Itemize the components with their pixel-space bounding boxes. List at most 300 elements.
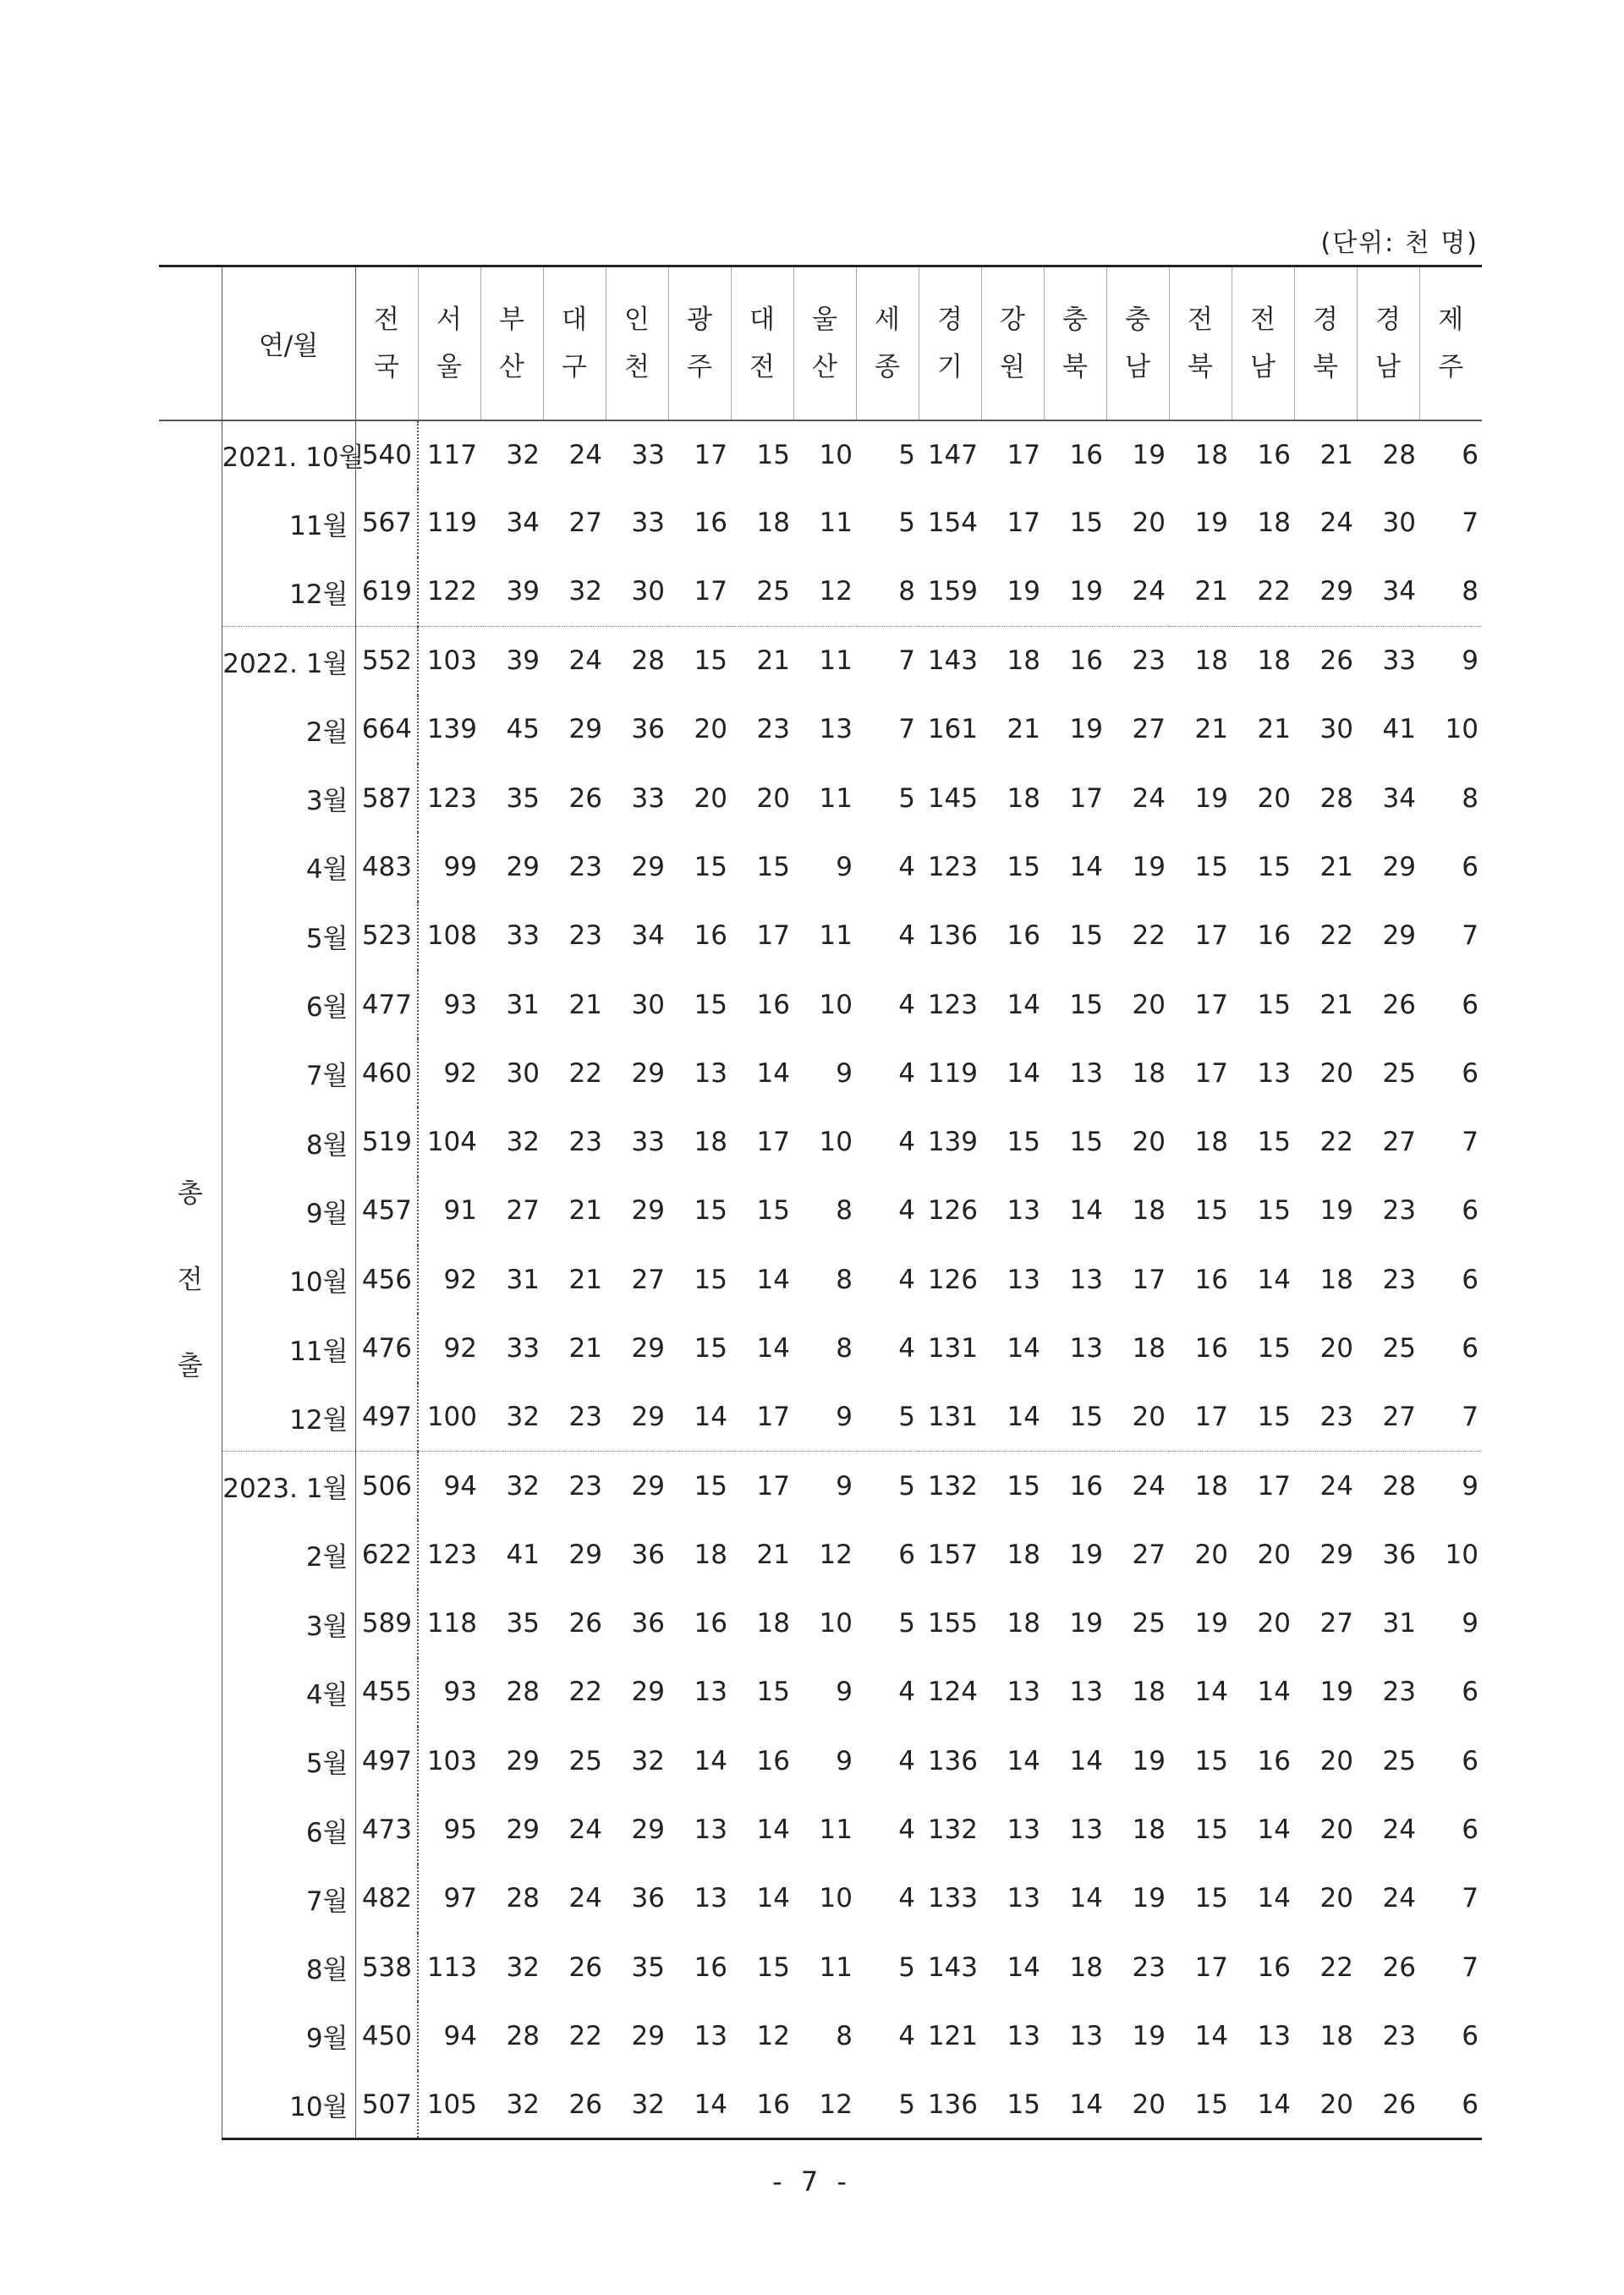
region-value-cell: 19 (1132, 2020, 1166, 2051)
table-row (159, 1245, 1482, 1314)
region-value-cell: 93 (443, 989, 477, 1020)
region-value-cell: 10 (819, 1608, 853, 1639)
region-value-cell: 19 (1069, 1608, 1103, 1639)
region-value-cell: 20 (694, 782, 727, 814)
region-value-cell: 20 (1320, 1333, 1353, 1364)
national-value-cell: 540 (355, 420, 418, 489)
region-value-cell: 13 (1007, 1264, 1040, 1295)
region-value-cell: 36 (631, 1883, 665, 1914)
table-row (159, 902, 1482, 970)
region-value-cell: 16 (1069, 439, 1103, 470)
region-value-cell: 31 (506, 989, 540, 1020)
region-value-cell: 23 (568, 1127, 602, 1158)
region-value-cell: 133 (927, 1883, 978, 1914)
region-value-cell: 131 (927, 1333, 978, 1364)
region-value-cell: 8 (836, 2020, 853, 2051)
region-value-cell: 19 (1194, 782, 1228, 814)
region-value-cell: 27 (1382, 1402, 1416, 1433)
region-value-cell: 18 (1007, 782, 1040, 814)
header-region-cell (1169, 266, 1232, 420)
region-value-cell: 136 (927, 1745, 978, 1776)
region-value-cell: 13 (1257, 2020, 1291, 2051)
region-value-cell: 5 (898, 1402, 915, 1433)
region-value-cell: 8 (836, 1195, 853, 1227)
region-value-cell: 14 (1257, 1264, 1291, 1295)
region-value-cell: 27 (631, 1264, 665, 1295)
month-cell: 12월 (222, 1383, 355, 1452)
month-cell: 6월 (222, 1795, 355, 1864)
region-value-cell: 15 (1069, 1127, 1103, 1158)
region-value-cell: 22 (1320, 1127, 1353, 1158)
region-value-cell: 13 (1069, 2020, 1103, 2051)
national-value-cell: 619 (355, 557, 418, 626)
month-cell: 10월 (222, 2071, 355, 2139)
header-region-cell (1106, 266, 1169, 420)
region-value-cell: 30 (506, 1057, 540, 1089)
region-value-cell: 15 (756, 1195, 790, 1227)
national-value-cell: 455 (355, 1658, 418, 1727)
header-region-label: 대 전 (749, 304, 775, 382)
region-value-cell: 23 (568, 1402, 602, 1433)
region-value-cell: 21 (1007, 714, 1040, 745)
region-value-cell: 21 (1320, 851, 1353, 882)
region-value-cell: 17 (1194, 1402, 1228, 1433)
region-value-cell: 17 (1194, 989, 1228, 1020)
region-value-cell: 157 (927, 1539, 978, 1570)
region-value-cell: 21 (568, 1333, 602, 1364)
region-value-cell: 34 (1382, 782, 1416, 814)
region-value-cell: 14 (1257, 1677, 1291, 1708)
region-value-cell: 18 (756, 1608, 790, 1639)
region-value-cell: 22 (1257, 576, 1291, 607)
region-value-cell: 19 (1007, 576, 1040, 607)
region-value-cell: 39 (480, 626, 543, 695)
month-cell: 5월 (222, 1727, 355, 1795)
region-value-cell: 8 (836, 1333, 853, 1364)
region-value-cell: 14 (1007, 1333, 1040, 1364)
region-value-cell: 22 (568, 2020, 602, 2051)
region-value-cell: 9 (1462, 1608, 1479, 1639)
header-region-cell (1357, 266, 1419, 420)
region-value-cell: 15 (1007, 851, 1040, 882)
region-value-cell: 32 (506, 1402, 540, 1433)
region-value-cell: 126 (927, 1264, 978, 1295)
header-region-label: 대 구 (562, 304, 587, 382)
region-value-cell: 16 (1194, 1333, 1228, 1364)
region-value-cell: 14 (1007, 1952, 1040, 1983)
region-value-cell: 20 (1132, 989, 1166, 1020)
region-value-cell: 22 (568, 1057, 602, 1089)
region-value-cell: 15 (1069, 920, 1103, 952)
region-value-cell: 6 (1462, 1815, 1479, 1846)
month-cell: 11월 (222, 489, 355, 557)
region-value-cell: 4 (898, 851, 915, 882)
region-value-cell: 21 (568, 1195, 602, 1227)
table-row (159, 1039, 1482, 1107)
table-row (159, 1383, 1482, 1452)
region-value-cell: 124 (927, 1677, 978, 1708)
region-value-cell: 16 (1257, 1952, 1291, 1983)
region-value-cell: 13 (1069, 1815, 1103, 1846)
region-value-cell: 15 (694, 1195, 727, 1227)
month-cell: 8월 (222, 1107, 355, 1176)
month-cell: 7월 (222, 1864, 355, 1933)
region-value-cell: 122 (426, 576, 477, 607)
region-value-cell: 94 (418, 1452, 480, 1520)
region-value-cell: 16 (1007, 920, 1040, 952)
table-body (159, 420, 1482, 2139)
header-region-label: 충 남 (1125, 304, 1150, 382)
region-value-cell: 26 (568, 1952, 602, 1983)
region-value-cell: 12 (819, 576, 853, 607)
table-row (159, 695, 1482, 764)
region-value-cell: 7 (1462, 1402, 1479, 1433)
region-value-cell: 12 (756, 2020, 790, 2051)
header-region-label: 강 원 (1000, 304, 1025, 382)
region-value-cell: 20 (1257, 782, 1291, 814)
region-value-cell: 33 (506, 1333, 540, 1364)
region-value-cell: 123 (927, 851, 978, 882)
region-value-cell: 18 (1132, 1677, 1166, 1708)
header-region-cell (856, 266, 919, 420)
header-region-label: 전 북 (1188, 304, 1213, 382)
region-value-cell: 32 (631, 1745, 665, 1776)
region-value-cell: 15 (756, 439, 790, 470)
region-value-cell: 123 (927, 989, 978, 1020)
region-value-cell: 13 (694, 1815, 727, 1846)
region-value-cell: 15 (756, 851, 790, 882)
region-value-cell: 29 (1382, 851, 1416, 882)
region-value-cell: 12 (793, 2071, 856, 2139)
month-cell: 4월 (222, 832, 355, 901)
region-value-cell: 28 (506, 1677, 540, 1708)
header-region-cell (543, 266, 606, 420)
region-value-cell: 7 (1462, 1127, 1479, 1158)
header-region-label: 전 국 (374, 304, 399, 382)
table-row (159, 1452, 1482, 1520)
region-value-cell: 13 (1069, 1057, 1103, 1089)
region-value-cell: 17 (1007, 508, 1040, 539)
region-value-cell: 18 (1194, 439, 1228, 470)
region-value-cell: 159 (927, 576, 978, 607)
region-value-cell: 14 (756, 1057, 790, 1089)
region-value-cell: 14 (1007, 1745, 1040, 1776)
region-value-cell: 13 (1007, 1883, 1040, 1914)
region-value-cell: 92 (443, 1057, 477, 1089)
header-region-cell (418, 266, 480, 420)
region-value-cell: 20 (1320, 1883, 1353, 1914)
region-value-cell: 24 (1294, 1452, 1357, 1520)
region-value-cell: 33 (631, 1127, 665, 1158)
region-value-cell: 13 (694, 2020, 727, 2051)
region-value-cell: 19 (1320, 1195, 1353, 1227)
region-value-cell: 14 (1069, 851, 1103, 882)
region-value-cell: 11 (819, 920, 853, 952)
region-value-cell: 7 (898, 714, 915, 745)
month-cell: 2월 (222, 1520, 355, 1589)
region-value-cell: 28 (1357, 1452, 1419, 1520)
region-value-cell: 15 (1257, 1127, 1291, 1158)
region-value-cell: 9 (836, 1745, 853, 1776)
region-value-cell: 18 (1320, 1264, 1353, 1295)
region-value-cell: 147 (927, 439, 978, 470)
region-value-cell: 15 (1257, 1333, 1291, 1364)
region-value-cell: 16 (1194, 1264, 1228, 1295)
region-value-cell: 121 (927, 2020, 978, 2051)
region-value-cell: 6 (1462, 1745, 1479, 1776)
region-value-cell: 28 (1382, 439, 1416, 470)
region-value-cell: 15 (1194, 851, 1228, 882)
month-cell: 8월 (222, 1933, 355, 2001)
region-value-cell: 119 (927, 1057, 978, 1089)
region-value-cell: 16 (1257, 920, 1291, 952)
month-cell: 2월 (222, 695, 355, 764)
region-value-cell: 4 (898, 2020, 915, 2051)
region-value-cell: 18 (1194, 1127, 1228, 1158)
region-value-cell: 6 (1462, 851, 1479, 882)
national-value-cell: 497 (355, 1383, 418, 1452)
header-region-cell (1044, 266, 1106, 420)
header-region-label: 울 산 (812, 304, 837, 382)
month-cell: 2021. 10월 (222, 420, 355, 489)
region-value-cell: 5 (898, 782, 915, 814)
region-value-cell: 25 (1382, 1333, 1416, 1364)
national-value-cell: 589 (355, 1589, 418, 1658)
header-region-label: 제 주 (1438, 304, 1464, 382)
region-value-cell: 145 (927, 782, 978, 814)
month-cell: 3월 (222, 764, 355, 832)
national-value-cell: 456 (355, 1245, 418, 1314)
region-value-cell: 21 (568, 989, 602, 1020)
region-value-cell: 95 (443, 1815, 477, 1846)
region-value-cell: 21 (1194, 576, 1228, 607)
region-value-cell: 8 (1462, 576, 1479, 607)
national-value-cell: 457 (355, 1177, 418, 1245)
region-value-cell: 18 (756, 508, 790, 539)
region-value-cell: 17 (756, 1127, 790, 1158)
region-value-cell: 5 (898, 439, 915, 470)
region-value-cell: 30 (1382, 508, 1416, 539)
region-value-cell: 16 (756, 989, 790, 1020)
region-value-cell: 14 (1069, 1195, 1103, 1227)
region-value-cell: 17 (1069, 782, 1103, 814)
region-value-cell: 27 (1382, 1127, 1416, 1158)
region-value-cell: 29 (568, 1539, 602, 1570)
region-value-cell: 20 (1257, 1539, 1291, 1570)
region-value-cell: 28 (606, 626, 668, 695)
region-value-cell: 15 (668, 626, 731, 695)
region-value-cell: 4 (898, 1195, 915, 1227)
region-value-cell: 4 (898, 1333, 915, 1364)
region-value-cell: 14 (694, 1402, 727, 1433)
region-value-cell: 24 (1320, 508, 1353, 539)
region-value-cell: 33 (631, 782, 665, 814)
region-value-cell: 15 (981, 1452, 1044, 1520)
table-row (159, 764, 1482, 832)
region-value-cell: 15 (756, 1952, 790, 1983)
region-value-cell: 31 (506, 1264, 540, 1295)
region-value-cell: 30 (631, 576, 665, 607)
header-blank-cell (159, 266, 222, 420)
header-region-label: 세 종 (875, 304, 900, 382)
header-region-label: 부 산 (499, 304, 524, 382)
region-value-cell: 21 (1257, 714, 1291, 745)
region-value-cell: 12 (819, 1539, 853, 1570)
region-value-cell: 18 (694, 1539, 727, 1570)
header-region-label: 인 천 (624, 304, 650, 382)
header-month-cell: 연/월 (222, 266, 355, 420)
table-header-row (159, 266, 1482, 420)
region-value-cell: 26 (1294, 626, 1357, 695)
region-value-cell: 29 (631, 1402, 665, 1433)
region-value-cell: 14 (1257, 1815, 1291, 1846)
region-value-cell: 17 (1007, 439, 1040, 470)
region-value-cell: 22 (1132, 920, 1166, 952)
table-row (159, 1727, 1482, 1795)
migration-table (159, 265, 1482, 2140)
region-value-cell: 10 (819, 989, 853, 1020)
region-value-cell: 19 (1069, 1539, 1103, 1570)
region-value-cell: 16 (694, 1608, 727, 1639)
region-value-cell: 11 (793, 626, 856, 695)
region-value-cell: 9 (836, 851, 853, 882)
header-region-label: 경 기 (937, 304, 963, 382)
region-value-cell: 13 (694, 1677, 727, 1708)
header-region-label: 경 북 (1313, 304, 1338, 382)
national-value-cell: 519 (355, 1107, 418, 1176)
header-region-label: 충 북 (1062, 304, 1088, 382)
region-value-cell: 15 (668, 1452, 731, 1520)
region-value-cell: 9 (836, 1057, 853, 1089)
region-value-cell: 10 (819, 1883, 853, 1914)
region-value-cell: 15 (694, 1264, 727, 1295)
region-value-cell: 11 (819, 1952, 853, 1983)
region-value-cell: 7 (856, 626, 919, 695)
region-value-cell: 27 (568, 508, 602, 539)
region-value-cell: 17 (756, 920, 790, 952)
region-value-cell: 6 (1462, 2020, 1479, 2051)
region-value-cell: 16 (1257, 1745, 1291, 1776)
region-value-cell: 6 (1462, 1677, 1479, 1708)
region-value-cell: 16 (1257, 439, 1291, 470)
region-value-cell: 28 (1320, 782, 1353, 814)
table-row (159, 970, 1482, 1039)
region-value-cell: 20 (1320, 1057, 1353, 1089)
region-value-cell: 33 (631, 508, 665, 539)
region-value-cell: 105 (418, 2071, 480, 2139)
region-value-cell: 9 (836, 1677, 853, 1708)
region-value-cell: 29 (506, 851, 540, 882)
region-value-cell: 23 (756, 714, 790, 745)
region-value-cell: 21 (756, 1539, 790, 1570)
region-value-cell: 35 (506, 1608, 540, 1639)
region-value-cell: 30 (631, 989, 665, 1020)
month-cell: 6월 (222, 970, 355, 1039)
region-value-cell: 23 (1106, 626, 1169, 695)
region-value-cell: 24 (543, 626, 606, 695)
region-value-cell: 139 (927, 1127, 978, 1158)
region-value-cell: 28 (506, 2020, 540, 2051)
region-value-cell: 14 (1069, 1883, 1103, 1914)
region-value-cell: 19 (1194, 508, 1228, 539)
table-row (159, 832, 1482, 901)
region-value-cell: 15 (1257, 1402, 1291, 1433)
region-value-cell: 34 (631, 920, 665, 952)
header-region-cell (1232, 266, 1294, 420)
region-value-cell: 18 (1169, 1452, 1232, 1520)
national-value-cell: 523 (355, 902, 418, 970)
header-region-cell (355, 266, 418, 420)
region-value-cell: 20 (1294, 2071, 1357, 2139)
region-value-cell: 27 (1132, 714, 1166, 745)
region-value-cell: 16 (694, 508, 727, 539)
region-value-cell: 4 (898, 1815, 915, 1846)
region-value-cell: 18 (1257, 508, 1291, 539)
region-value-cell: 17 (1194, 920, 1228, 952)
region-value-cell: 20 (1132, 508, 1166, 539)
region-value-cell: 41 (506, 1539, 540, 1570)
region-value-cell: 23 (1382, 1195, 1416, 1227)
region-value-cell: 13 (819, 714, 853, 745)
region-value-cell: 29 (1382, 920, 1416, 952)
region-value-cell: 20 (1194, 1539, 1228, 1570)
region-value-cell: 34 (506, 508, 540, 539)
region-value-cell: 36 (631, 1539, 665, 1570)
region-value-cell: 16 (731, 2071, 793, 2139)
region-value-cell: 9 (1419, 626, 1482, 695)
header-region-cell (1419, 266, 1482, 420)
region-value-cell: 20 (1257, 1608, 1291, 1639)
region-value-cell: 123 (426, 1539, 477, 1570)
region-value-cell: 4 (898, 1057, 915, 1089)
region-value-cell: 19 (1194, 1608, 1228, 1639)
region-value-cell: 19 (1320, 1677, 1353, 1708)
region-value-cell: 15 (1007, 1127, 1040, 1158)
region-value-cell: 8 (1462, 782, 1479, 814)
region-value-cell: 136 (927, 920, 978, 952)
region-value-cell: 20 (694, 714, 727, 745)
region-value-cell: 26 (1382, 989, 1416, 1020)
region-value-cell: 14 (1069, 1745, 1103, 1776)
region-value-cell: 17 (1194, 1057, 1228, 1089)
table-row (159, 557, 1482, 626)
page-number: - 7 - (772, 2166, 852, 2198)
region-value-cell: 6 (1419, 2071, 1482, 2139)
region-value-cell: 21 (568, 1264, 602, 1295)
region-value-cell: 32 (568, 576, 602, 607)
header-region-label: 서 울 (436, 304, 462, 382)
national-value-cell: 567 (355, 489, 418, 557)
national-value-cell: 450 (355, 2001, 418, 2070)
region-value-cell: 20 (1132, 1402, 1166, 1433)
region-value-cell: 15 (1257, 851, 1291, 882)
month-cell: 2022. 1월 (222, 626, 355, 695)
region-value-cell: 117 (426, 439, 477, 470)
month-cell: 5월 (222, 902, 355, 970)
national-value-cell: 476 (355, 1314, 418, 1382)
region-value-cell: 16 (1044, 1452, 1106, 1520)
national-value-cell: 483 (355, 832, 418, 901)
region-value-cell: 15 (1194, 1815, 1228, 1846)
region-value-cell: 14 (1194, 2020, 1228, 2051)
region-value-cell: 32 (506, 1127, 540, 1158)
region-value-cell: 17 (694, 576, 727, 607)
region-value-cell: 30 (1320, 714, 1353, 745)
region-value-cell: 18 (1320, 2020, 1353, 2051)
region-value-cell: 33 (1357, 626, 1419, 695)
region-value-cell: 4 (898, 1677, 915, 1708)
region-value-cell: 136 (919, 2071, 981, 2139)
